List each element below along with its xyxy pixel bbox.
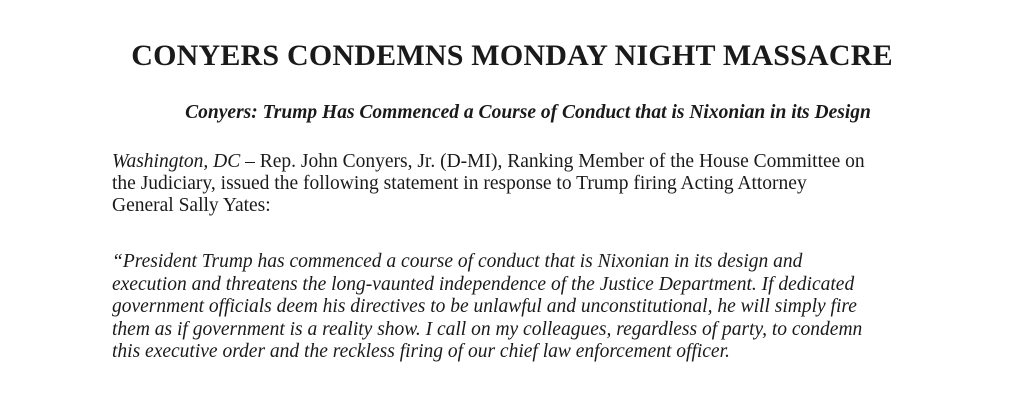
quote-line-5: this executive order and the reckless firing of our chief law enforcement officer. — [112, 341, 730, 362]
quote-line-2: execution and threatens the long-vaunted independence of the Justice Department. If dedicated — [112, 273, 855, 295]
headline: CONYERS CONDEMNS MONDAY NIGHT MASSACRE — [131, 39, 893, 72]
dateline: Washington, DC — [112, 151, 241, 172]
intro-paragraph — [112, 151, 972, 217]
intro-line-3: General Sally Yates: — [112, 195, 271, 216]
subheadline: Conyers: Trump Has Commenced a Course of Conduct that is Nixonian in its Design — [185, 102, 871, 123]
intro-line-1-text: – Rep. John Conyers, Jr. (D-MI), Ranking Member of the House Committee on — [240, 151, 865, 172]
quote-line-3: government officials deem his directives to be unlawful and unconstitutional, he will simply fire — [112, 296, 857, 317]
intro-line-1 — [112, 151, 972, 173]
quote-paragraph — [112, 251, 972, 364]
quote-line-1: “President Trump has commenced a course of conduct that is Nixonian in its design and — [112, 251, 803, 272]
intro-line-2: the Judiciary, issued the following statement in response to Trump firing Acting Attorney — [112, 173, 807, 194]
quote-line-4: them as if government is a reality show. I call on my colleagues, regardless of party, to condemn — [112, 318, 863, 340]
